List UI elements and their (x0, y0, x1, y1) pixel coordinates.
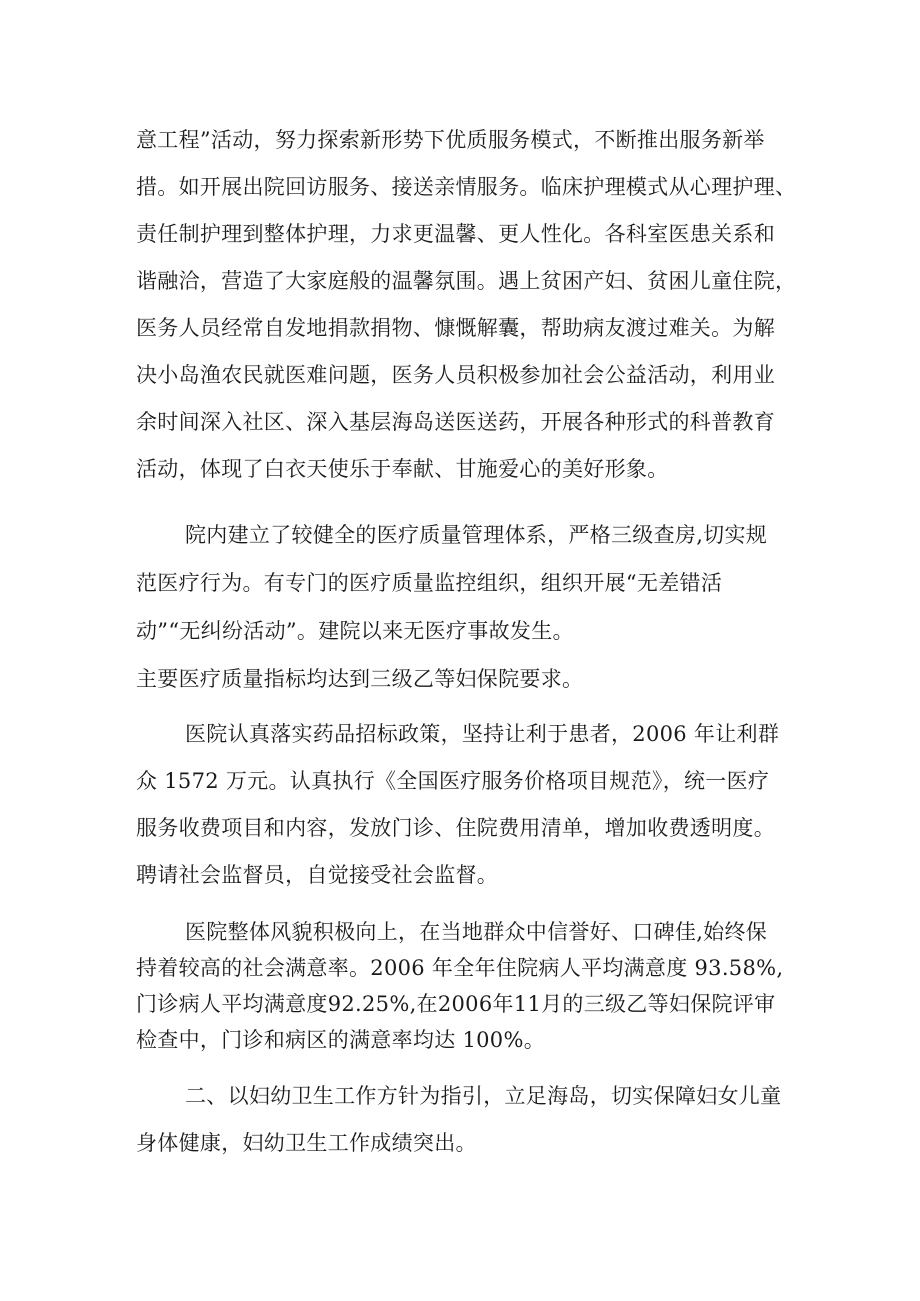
text-line: 措。如开展出院回访服务、接送亲情服务。临床护理模式从心理护理、 (136, 175, 797, 199)
text-line: 众 1572 万元。认真执行《全国医疗服务价格项目规范》，统一医疗 (136, 769, 770, 793)
text-line: 聘请社会监督员，自觉接受社会监督。 (136, 863, 499, 887)
text-line: 医院认真落实药品招标政策，坚持让利于患者，2006 年让利群 (185, 722, 780, 746)
text-line: 医务人员经常自发地捐款捐物、慷慨解囊，帮助病友渡过难关。为解 (136, 316, 775, 340)
text-line: 服务收费项目和内容，发放门诊、住院费用清单，增加收费透明度。 (136, 816, 775, 840)
text-line: 门诊病人平均满意度92.25%,在2006年11月的三级乙等妇保院评审 (136, 992, 776, 1016)
text-line: 二、以妇幼卫生工作方针为指引，立足海岛，切实保障妇女儿童 (185, 1084, 782, 1108)
text-line: 谐融洽，营造了大家庭般的温馨氛围。遇上贫困产妇、贫困儿童住院， (136, 269, 797, 293)
text-line: 范医疗行为。有专门的医疗质量监控组织，组织开展“无差错活 (136, 571, 723, 595)
text-line: 主要医疗质量指标均达到三级乙等妇保院要求。 (136, 667, 584, 691)
text-line: 责任制护理到整体护理，力求更温馨、更人性化。各科室医患关系和 (136, 222, 775, 246)
text-line: 决小岛渔农民就医难问题，医务人员积极参加社会公益活动，利用业 (136, 363, 775, 387)
text-line: 医院整体风貌积极向上，在当地群众中信誉好、口碑佳,始终保 (185, 920, 768, 944)
text-line: 活动，体现了白衣天使乐于奉献、甘施爱心的美好形象。 (136, 457, 669, 481)
text-line: 动”“无纠纷活动”。建院以来无医疗事故发生。 (136, 619, 574, 643)
text-line: 意工程”活动，努力探索新形势下优质服务模式，不断推出服务新举 (136, 128, 765, 152)
text-line: 身体健康，妇幼卫生工作成绩突出。 (136, 1131, 477, 1155)
text-line: 余时间深入社区、深入基层海岛送医送药，开展各种形式的科普教育 (136, 410, 775, 434)
text-line: 持着较高的社会满意率。2006 年全年住院病人平均满意度 93.58%, (136, 956, 784, 980)
text-line: 检查中，门诊和病区的满意率均达 100%。 (136, 1028, 546, 1052)
text-line: 院内建立了较健全的医疗质量管理体系，严格三级查房,切实规 (185, 523, 768, 547)
